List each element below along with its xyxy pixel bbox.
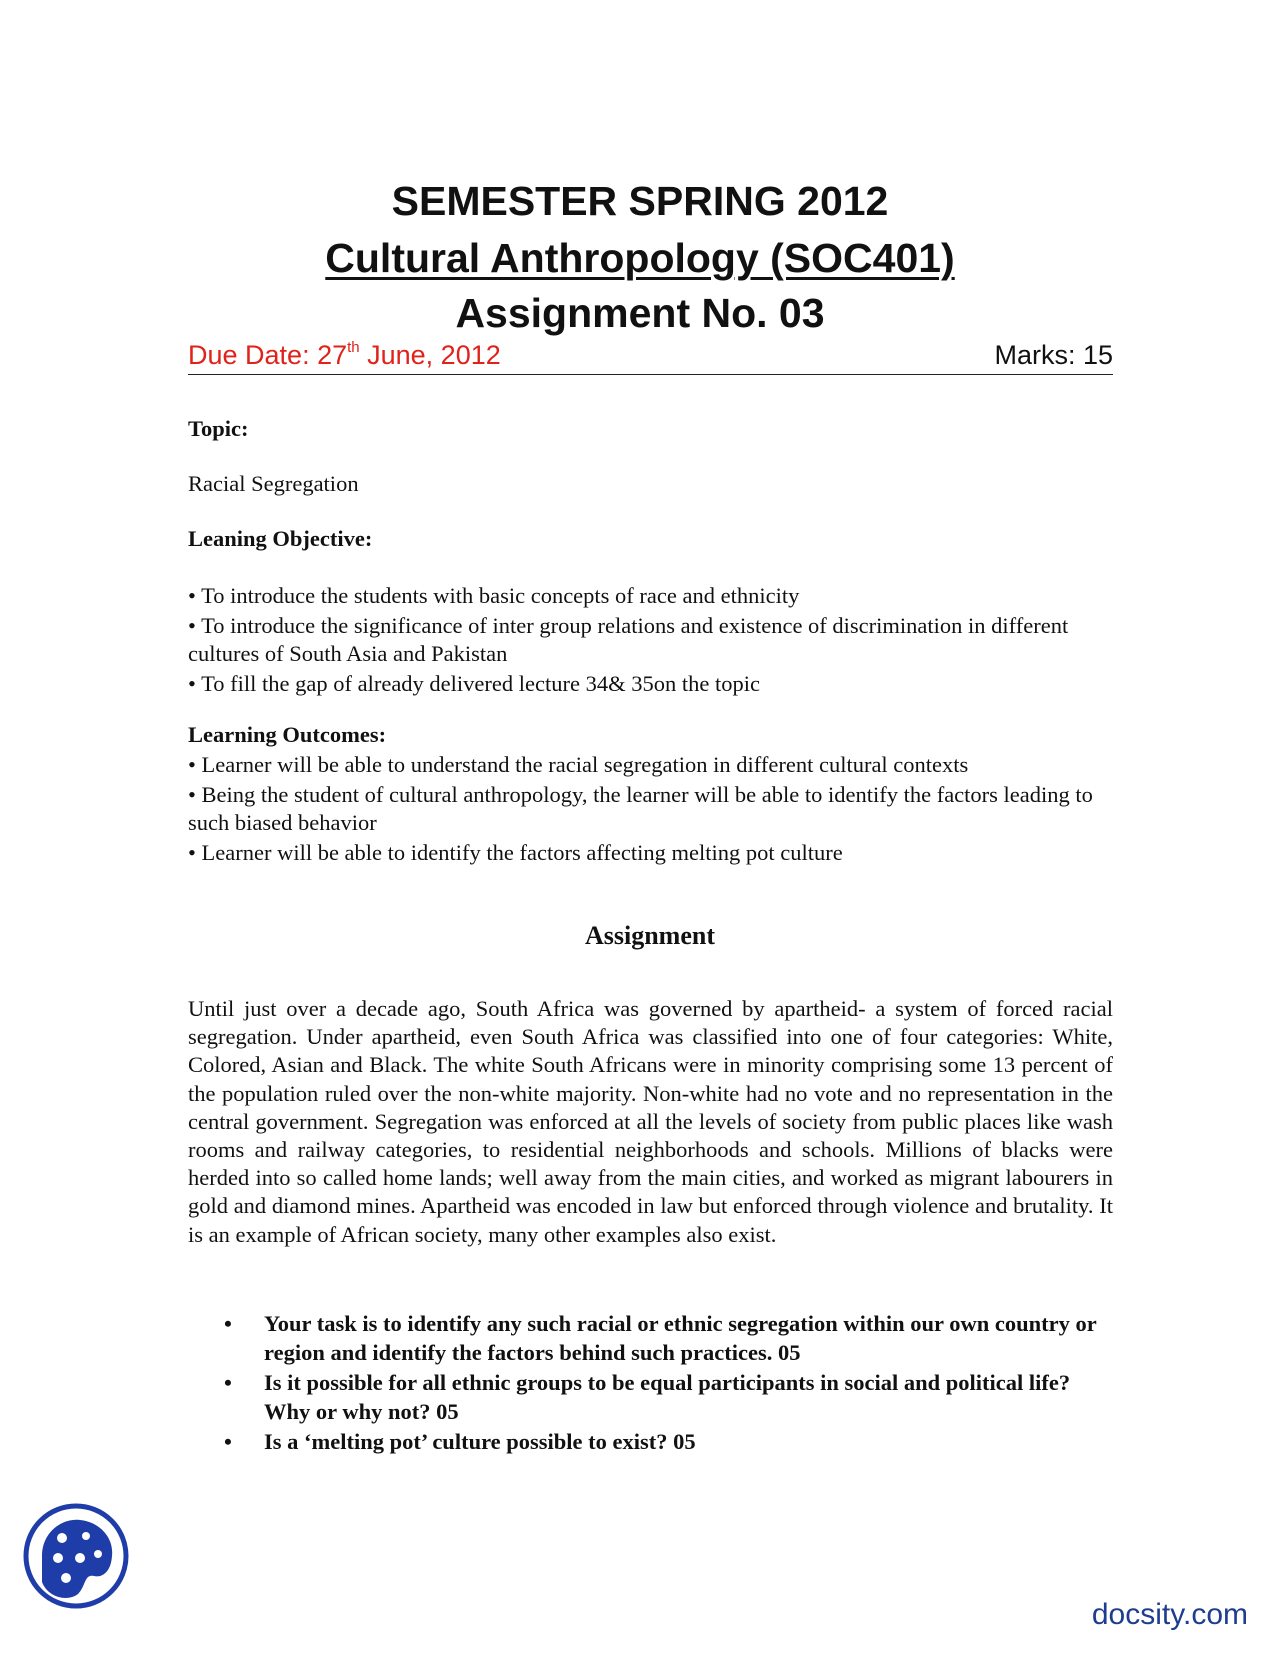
due-date — [188, 340, 501, 371]
objective-item: • To fill the gap of already delivered lecture 34& 35on the topic — [188, 671, 760, 696]
outcome-item: • Learner will be able to identify the factors affecting melting pot culture — [188, 840, 843, 865]
objective-item: • To introduce the significance of inter group relations and existence of discrimination in different cultures of South Asia and Pakistan — [188, 613, 1069, 666]
assignment-paragraph: Until just over a decade ago, South Africa was governed by apartheid- a system of forced racial segregation. Under apartheid, even South Africa was classified into one of four categories: White, Colored, Asian and Black. The white South Africans were in minority comprising some 13 percent of the population ruled over the non-white majority. Non-white had no vote and no representation in the central government. Segregation was enforced at all the levels of society from public places like wash rooms and railway categories, to residential neighborhoods and schools. Millions of blacks were herded into so called home lands; well away from the main cities, and worked as migrant labourers in gold and diamond mines. Apartheid was encoded in law but enforced through violence and brutality. It is an example of African society, many other examples also exist. — [188, 996, 1113, 1247]
task-item: • Your task is to identify any such racial or ethnic segregation within our own country or region and identify the factors behind such practices. 05 — [188, 1310, 1113, 1367]
outcome-item: • Learner will be able to understand the racial segregation in different cultural contexts — [188, 752, 969, 777]
due-date-row — [188, 340, 1113, 375]
due-date-suffix: June, 2012 — [359, 340, 501, 370]
task-item: • Is a ‘melting pot’ culture possible to exist? 05 — [188, 1428, 1113, 1457]
topic-heading: Topic: — [188, 416, 249, 441]
outcomes-list — [188, 751, 1113, 867]
objective-list — [188, 582, 1113, 698]
course-title: Cultural Anthropology (SOC401) — [325, 235, 955, 281]
objective-heading: Leaning Objective: — [188, 526, 373, 551]
task-item: • Is it possible for all ethnic groups to be equal participants in social and political life? Why or why not? 05 — [188, 1369, 1113, 1426]
objective-item: • To introduce the students with basic concepts of race and ethnicity — [188, 583, 800, 608]
outcomes-heading: Learning Outcomes: — [188, 722, 387, 747]
task-list — [188, 1310, 1113, 1459]
outcome-item: • Being the student of cultural anthropology, the learner will be able to identify the factors leading to such biased behavior — [188, 782, 1093, 835]
due-date-prefix: Due Date: 27 — [188, 340, 348, 370]
semester-title: SEMESTER SPRING 2012 — [391, 178, 889, 224]
docsity-brand-link[interactable]: docsity.com — [1091, 1598, 1248, 1631]
marks: Marks: 15 — [994, 340, 1113, 370]
docsity-logo-icon — [22, 1502, 130, 1610]
due-date-superscript: th — [347, 339, 360, 356]
assignment-title: Assignment No. 03 — [455, 290, 825, 336]
topic-value: Racial Segregation — [188, 471, 359, 496]
assignment-heading: Assignment — [584, 921, 715, 950]
